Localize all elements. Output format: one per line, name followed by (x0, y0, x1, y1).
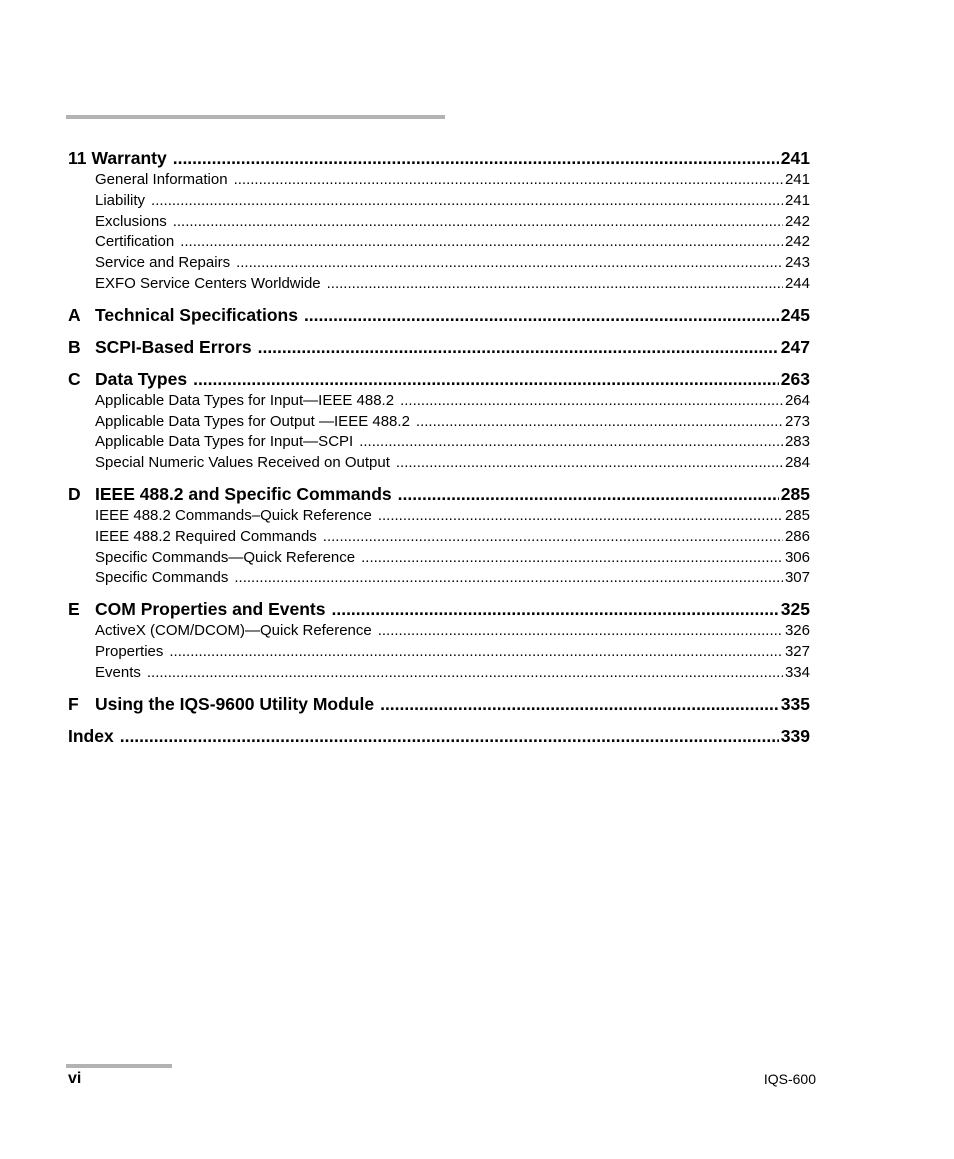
dot-leader (304, 303, 779, 327)
dot-leader (359, 432, 783, 453)
toc-subentry-page: 283 (784, 433, 810, 451)
toc-subentry-page: 241 (784, 191, 810, 209)
toc-entry-utility-module[interactable] (68, 692, 810, 716)
toc-entry-title: COM Properties and Events (95, 599, 326, 620)
toc-subentry[interactable] (68, 412, 810, 433)
toc-entry-page: 339 (780, 725, 810, 746)
header-rule (66, 115, 445, 119)
toc-subentry-page: 241 (784, 171, 810, 188)
toc-subentry-title: Certification (95, 233, 175, 251)
dot-leader (151, 191, 783, 212)
dot-leader (236, 253, 783, 274)
toc-subentry-title: Events (95, 663, 141, 681)
dot-leader (173, 146, 779, 170)
toc-subentry-page: 327 (784, 642, 810, 660)
toc-section-scpi-based-errors (68, 335, 810, 359)
dot-leader (323, 527, 783, 548)
toc-subentry[interactable] (68, 453, 810, 474)
toc-subentry-title: Specific Commands (95, 569, 229, 587)
toc-subentry[interactable] (68, 568, 810, 589)
toc-section-ieee-commands (68, 482, 810, 589)
toc-entry-com-properties[interactable] (68, 597, 810, 621)
toc-section-data-types (68, 367, 810, 474)
toc-entry-number: E (68, 599, 80, 620)
toc-section-technical-specifications (68, 303, 810, 327)
toc-subentry[interactable] (68, 274, 810, 295)
toc-entry-title: Warranty (91, 148, 167, 168)
toc-subentry-page: 307 (784, 569, 810, 587)
dot-leader (234, 170, 783, 191)
toc-subentry[interactable] (68, 212, 810, 233)
toc-section-utility-module (68, 692, 810, 716)
toc-entry-page: 335 (780, 693, 810, 714)
toc-entry-number: 11 (68, 148, 87, 168)
dot-leader (380, 692, 779, 716)
toc-subentry-page: 243 (784, 254, 810, 272)
table-of-contents (68, 146, 810, 748)
toc-entry-number: D (68, 483, 81, 504)
toc-entry-technical-specifications[interactable] (68, 303, 810, 327)
dot-leader (169, 642, 783, 663)
toc-subentry-title: Properties (95, 642, 164, 660)
toc-subentry-page: 284 (784, 454, 810, 472)
toc-subentry-title: Specific Commands—Quick Reference (95, 548, 356, 566)
toc-entry-number: F (68, 693, 79, 714)
dot-leader (147, 663, 783, 684)
toc-subentry-page: 242 (784, 233, 810, 251)
toc-entry-index[interactable] (68, 724, 810, 748)
dot-leader (378, 621, 783, 642)
toc-subentry-page: 306 (784, 548, 810, 566)
dot-leader (327, 274, 783, 295)
dot-leader (180, 232, 783, 253)
toc-entry-title: SCPI-Based Errors (95, 336, 252, 357)
toc-subentry-title: Applicable Data Types for Input—SCPI (95, 433, 354, 451)
toc-subentry-page: 334 (784, 663, 810, 681)
toc-subentry[interactable] (68, 527, 810, 548)
toc-entry-warranty[interactable] (68, 146, 810, 170)
toc-subentry-title: EXFO Service Centers Worldwide (95, 274, 321, 292)
toc-subentry-page: 244 (784, 274, 810, 292)
toc-entry-page: 247 (780, 336, 810, 357)
toc-subentry[interactable] (68, 621, 810, 642)
toc-subentry-title: General Information (95, 171, 228, 188)
dot-leader (120, 724, 779, 748)
toc-subentry-title: Special Numeric Values Received on Output (95, 454, 390, 472)
toc-entry-title: Index (68, 725, 114, 746)
toc-subentry[interactable] (68, 253, 810, 274)
toc-subentry-title: Applicable Data Types for Input—IEEE 488.2 (95, 391, 395, 409)
toc-entry-title: Technical Specifications (95, 304, 298, 325)
toc-entry-page: 325 (780, 599, 810, 620)
toc-subentry[interactable] (68, 432, 810, 453)
toc-subentry-title: ActiveX (COM/DCOM)—Quick Reference (95, 622, 372, 640)
toc-entry-ieee-commands[interactable] (68, 482, 810, 506)
toc-subentry[interactable] (68, 232, 810, 253)
toc-entry-title: Data Types (95, 368, 188, 389)
toc-subentry-page: 264 (784, 391, 810, 409)
toc-subentry-title: Applicable Data Types for Output —IEEE 488.2 (95, 412, 410, 430)
toc-entry-number: A (68, 304, 81, 325)
toc-entry-page: 263 (780, 368, 810, 389)
dot-leader (258, 335, 779, 359)
toc-subentry[interactable] (68, 391, 810, 412)
toc-section-com-properties (68, 597, 810, 683)
toc-subentry[interactable] (68, 191, 810, 212)
toc-entry-page: 285 (780, 483, 810, 504)
toc-subentry-title: Exclusions (95, 212, 167, 230)
toc-subentry-title: IEEE 488.2 Required Commands (95, 527, 317, 545)
toc-entry-title: Using the IQS-9600 Utility Module (95, 693, 375, 714)
toc-entry-data-types[interactable] (68, 367, 810, 391)
toc-subentry-page: 326 (784, 622, 810, 640)
dot-leader (416, 412, 783, 433)
toc-subentry[interactable] (68, 548, 810, 569)
toc-subentry-page: 286 (784, 527, 810, 545)
dot-leader (396, 453, 783, 474)
toc-subentry[interactable] (68, 170, 810, 191)
toc-entry-title: IEEE 488.2 and Specific Commands (95, 483, 392, 504)
dot-leader (378, 506, 783, 527)
toc-entry-page: 245 (780, 304, 810, 325)
toc-subentry[interactable] (68, 663, 810, 684)
footer-rule (66, 1064, 172, 1068)
dot-leader (361, 548, 783, 569)
toc-subentry-title: IEEE 488.2 Commands–Quick Reference (95, 506, 372, 524)
toc-subentry-title: Liability (95, 191, 146, 209)
toc-subentry[interactable] (68, 506, 810, 527)
toc-entry-page: 241 (780, 148, 810, 168)
dot-leader (398, 482, 779, 506)
dot-leader (234, 568, 783, 589)
toc-section-index (68, 724, 810, 748)
toc-entry-scpi-based-errors[interactable] (68, 335, 810, 359)
toc-subentry-page: 285 (784, 506, 810, 524)
toc-subentry-title: Service and Repairs (95, 254, 231, 272)
toc-section-warranty (68, 146, 810, 295)
dot-leader (173, 212, 783, 233)
footer-product-name: IQS-600 (763, 1071, 816, 1087)
dot-leader (193, 367, 779, 391)
toc-entry-number: B (68, 336, 81, 357)
footer-page-number: vi (68, 1070, 82, 1087)
dot-leader (400, 391, 783, 412)
dot-leader (331, 597, 778, 621)
toc-subentry-page: 242 (784, 212, 810, 230)
toc-subentry-page: 273 (784, 412, 810, 430)
toc-entry-number: C (68, 368, 81, 389)
toc-subentry[interactable] (68, 642, 810, 663)
